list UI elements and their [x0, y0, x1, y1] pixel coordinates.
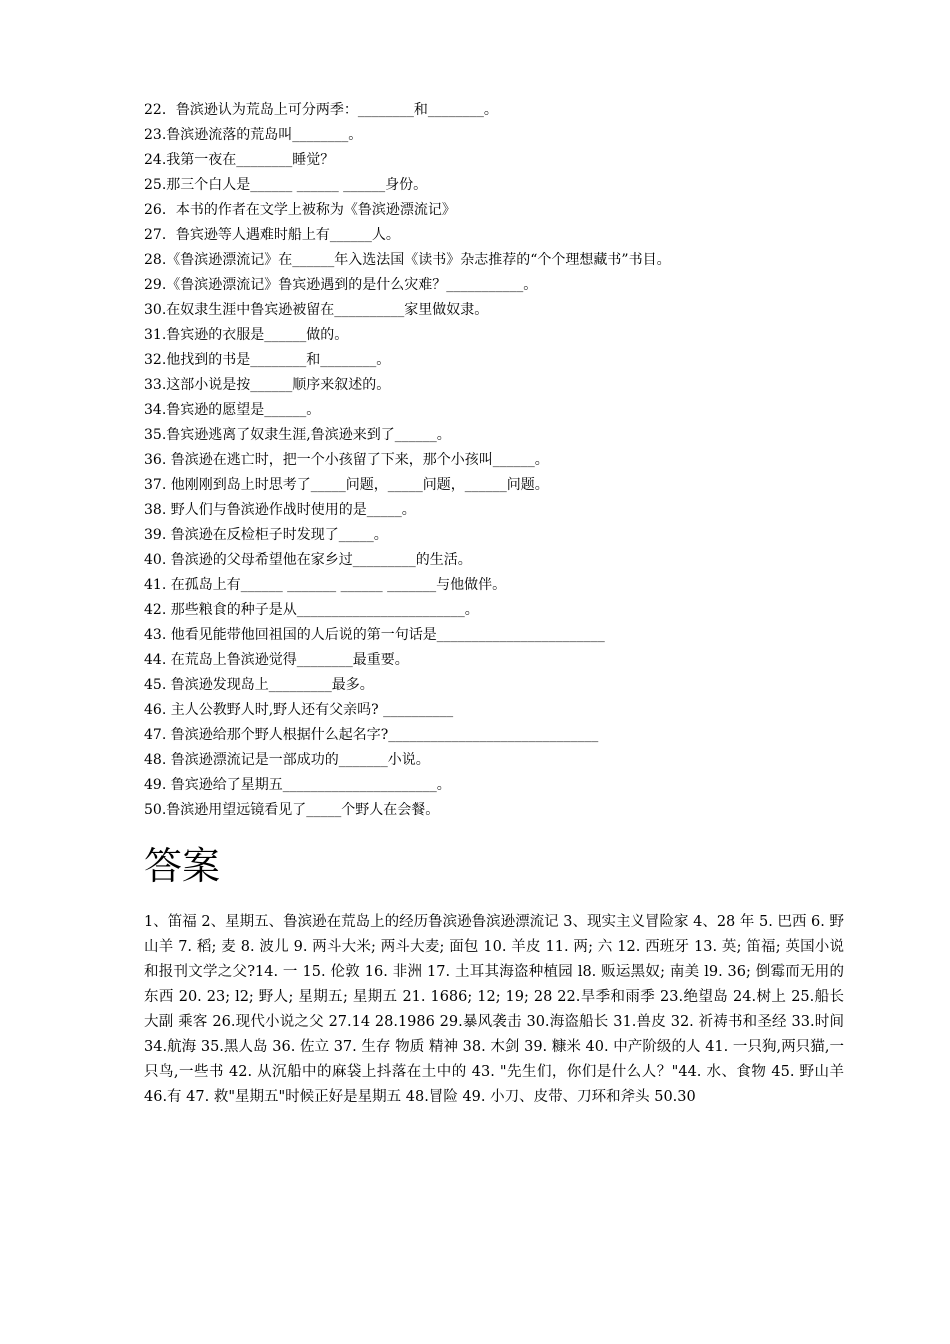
question-item: 25.那三个白人是______ ______ ______身份。 [144, 177, 428, 193]
question-item: 47. 鲁滨逊给那个野人根据什么起名字?______________________________ [144, 727, 599, 743]
question-item: 41. 在孤岛上有______ _______ ______ _______与他做伴。 [144, 577, 507, 593]
question-item: 48. 鲁滨逊漂流记是一部成功的_______小说。 [144, 752, 430, 768]
question-item: 37. 他刚刚到岛上时思考了_____问题，_____问题，______问题。 [144, 477, 549, 493]
answers-paragraph: 1、笛福 2、星期五、鲁滨逊在荒岛上的经历鲁滨逊鲁滨逊漂流记 3、现实主义冒险家 4、28 年 5. 巴西 6. 野山羊 7. 稻; 麦 8. 波儿 9. 两斗大米; 两斗大麦; 面包 10. 羊皮 11. 两; 六 12. 西班牙 13. 英; 笛福; 英国小说和报刊文学之父?14. 一 15. 伦敦 16. 非洲 17. 土耳其海盗种植园 l8. 贩运黑奴; 南美 l9. 36; 倒霉而无用的东西 20. 23; l2; 野人; 星期五; 星期五 21. 1686; 12; 19; 28 22.旱季和雨季 23.绝望岛 24.树上 25.船长 大副 乘客 26.现代小说之父 27.14 28.1986 29.暴风袭击 30.海盗船长 31.兽皮 32. 祈祷书和圣经 33.时间 34.航海 35.黑人岛 36. 佐立 37. 生存 物质 精神 38. 木剑 39. 糠米 40. 中产阶级的人 41. 一只狗,两只猫,一只鸟,一些书 42. 从沉船中的麻袋上抖落在土中的 43. "先生们，你们是什么人？"44. 水、食物 45. 野山羊 46.有 47. 救"星期五"时候正好是星期五 48.冒险 49. 小刀、皮带、刀环和斧头 50.30 [144, 914, 844, 1105]
question-item: 31.鲁宾逊的衣服是______做的。 [144, 327, 349, 343]
question-item: 29.《鲁滨逊漂流记》鲁宾逊遇到的是什么灾难？___________。 [144, 277, 538, 293]
question-item: 44. 在荒岛上鲁滨逊觉得________最重要。 [144, 652, 409, 668]
question-item: 26．本书的作者在文学上被称为《鲁滨逊漂流记》 [144, 202, 456, 218]
question-item: 27．鲁宾逊等人遇难时船上有______人。 [144, 227, 400, 243]
question-item: 32.他找到的书是________和________。 [144, 352, 391, 368]
question-item: 24.我第一夜在________睡觉？ [144, 152, 335, 168]
question-item: 50.鲁滨逊用望远镜看见了_____个野人在会餐。 [144, 802, 440, 818]
question-item: 23.鲁滨逊流落的荒岛叫________。 [144, 127, 363, 143]
answers-heading: 答案 [144, 844, 221, 888]
question-item: 30.在奴隶生涯中鲁宾逊被留在__________家里做奴隶。 [144, 302, 489, 318]
question-item: 39. 鲁滨逊在反检柜子时发现了_____。 [144, 527, 388, 543]
question-item: 43. 他看见能带他回祖国的人后说的第一句话是________________________ [144, 627, 605, 643]
question-item: 45. 鲁滨逊发现岛上_________最多。 [144, 677, 374, 693]
question-item: 28.《鲁滨逊漂流记》在______年入选法国《读书》杂志推荐的“个个理想藏书”书目。 [144, 252, 671, 268]
question-list [144, 98, 834, 823]
question-item: 33.这部小说是按______顺序来叙述的。 [144, 377, 391, 393]
question-item: 42. 那些粮食的种子是从________________________。 [144, 602, 479, 618]
question-item: 38. 野人们与鲁滨逊作战时使用的是_____。 [144, 502, 416, 518]
question-item: 46. 主人公教野人时,野人还有父亲吗? __________ [144, 702, 454, 718]
question-item: 36. 鲁滨逊在逃亡时，把一个小孩留了下来，那个小孩叫______。 [144, 452, 549, 468]
question-item: 35.鲁宾逊逃离了奴隶生涯,鲁滨逊来到了______。 [144, 427, 451, 443]
question-item: 22．鲁滨逊认为荒岛上可分两季：________和________。 [144, 102, 498, 118]
question-item: 40. 鲁滨逊的父母希望他在家乡过_________的生活。 [144, 552, 472, 568]
question-item: 49. 鲁宾逊给了星期五______________________。 [144, 777, 451, 793]
question-item: 34.鲁宾逊的愿望是______。 [144, 402, 321, 418]
